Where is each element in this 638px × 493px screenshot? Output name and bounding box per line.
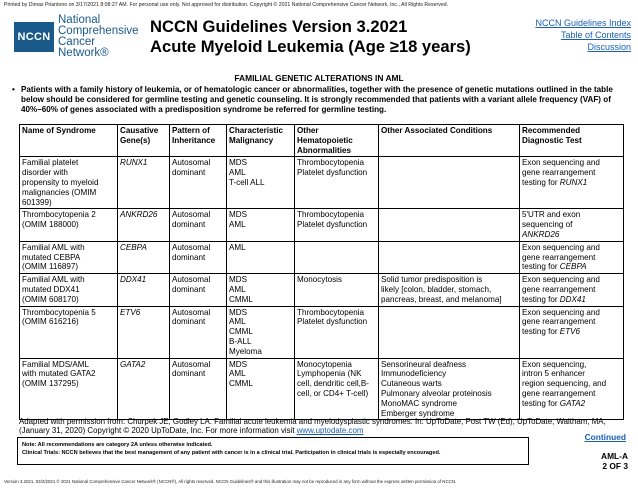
cell-test-line [522,295,621,305]
cell-test-line: region sequencing, and [522,379,607,389]
cell-test-line [522,327,621,337]
cell-test-line: testing for [522,398,560,408]
cell-test-line: Exon sequencing and [522,307,600,317]
cell-malignancy-line: MDS [229,275,247,285]
cell-conditions [379,157,520,209]
cell-conditions [379,306,520,358]
table-row [20,358,624,420]
page-number: 2 OF 3 [602,461,628,471]
page-code [601,451,628,471]
footer-copyright: Version 3.2021, 03/2/2021 © 2021 National Comprehensive Cancer Network® (NCCN®), All rights reserved. NCCN Guidelines® and this illustration may not be reproduced in any form without the express written permission of NCCN. [4,479,457,484]
cell-test-line [522,399,621,409]
cell-syndrome-name-line: mutated DDX41 [22,284,80,294]
note-category: Note: All recommendations are category 2A unless otherwise indicated. [22,442,213,448]
cell-syndrome-name-line: mutated CEBPA [22,252,81,262]
syndrome-table [19,124,624,420]
cell-test-line: 5'UTR and exon [522,210,581,220]
cell-test-line: Exon sequencing and [522,242,600,252]
cell-conditions-line: Sensorineural deafness [381,359,467,369]
cell-conditions-line: likely [colon, bladder, stomach, [381,284,492,294]
cell-malignancy-line: B-ALL [229,336,252,346]
test-gene-symbol: DDX41 [559,294,586,304]
cell-hematopoietic [295,358,379,420]
section-heading: FAMILIAL GENETIC ALTERATIONS IN AML [234,73,404,83]
cell-test-line: gene rearrangement [522,388,596,398]
cell-hematopoietic [295,274,379,306]
cell-inheritance-line: dominant [172,284,206,294]
cell-malignancy [227,157,295,209]
test-gene-symbol: GATA2 [559,398,586,408]
cell-test-line: testing for [522,177,560,187]
table-header-row [20,125,624,157]
cell-inheritance-line: Autosomal [172,275,211,285]
cell-test-line: testing for [522,294,560,304]
logo-line-4: Network® [58,47,109,59]
cell-syndrome-name [20,157,118,209]
cell-test-line: intron 5 enhancer [522,369,585,379]
logo-mark: NCCN [14,22,54,52]
cell-malignancy-line: Myeloma [229,346,262,356]
cell-syndrome-name-line: Familial MDS/AML [22,359,90,369]
cell-test [520,157,624,209]
cell-malignancy-line: MDS [229,307,247,317]
cell-syndrome-name [20,358,118,420]
cell-gene [118,157,170,209]
cell-inheritance-line: dominant [172,252,206,262]
table-row [20,209,624,241]
cell-inheritance-line: dominant [172,317,206,327]
cell-malignancy-line: MDS [229,359,247,369]
gene-symbol: GATA2 [120,359,146,369]
cell-syndrome-name-line: (OMIM 137295) [22,379,79,389]
cell-syndrome-name-line: with mutated GATA2 [22,369,96,379]
cell-inheritance [170,358,227,420]
table-row [20,274,624,306]
cell-hematopoietic [295,241,379,273]
cell-inheritance-line: dominant [172,168,206,178]
cell-malignancy-line: AML [229,242,246,252]
cell-syndrome-name-line: disorder with [22,168,68,178]
cell-test-line [522,230,621,240]
test-gene-symbol: CEBPA [559,262,587,272]
cell-malignancy-line: MDS [229,210,247,220]
cell-hematopoietic [295,209,379,241]
cell-inheritance [170,209,227,241]
cell-inheritance-line: dominant [172,220,206,230]
cell-conditions-line: MonoMAC syndrome [381,398,458,408]
table-row [20,157,624,209]
notes-box [17,437,529,465]
cell-hematopoietic [295,306,379,358]
cell-hematopoietic-line: Platelet dysfunction [297,317,368,327]
cell-conditions-line: Immunodeficiency [381,369,447,379]
cell-test-line: Exon sequencing, [522,359,587,369]
gene-symbol: RUNX1 [120,158,148,168]
intro-text: Patients with a family history of leukemia, or of hematologic cancer or abnormalities, together with the presence of genetic mutations outlined in the table below should be considered for germline testing and genetic counseling. It is strongly recommended that patients with a variant allele frequency (VAF) of 40%–60% of genes associated with a predisposition syndrome be referred for germline testing. [21,85,613,114]
cell-syndrome-name-line: (OMIM 116897) [22,262,79,272]
col-pattern-of-inheritance: Pattern of Inheritance [170,125,227,157]
cell-malignancy-line: AML [229,369,246,379]
cell-malignancy-line: CMML [229,294,253,304]
col-other-conditions: Other Associated Conditions [379,125,520,157]
cell-test-line [522,178,621,188]
cell-hematopoietic-line: Monocytosis [297,275,342,285]
cell-malignancy [227,241,295,273]
guidelines-index-link[interactable]: NCCN Guidelines Index [535,18,631,28]
cell-malignancy-line: CMML [229,327,253,337]
cell-inheritance-line: dominant [172,369,206,379]
cell-syndrome-name-line: (OMIM 188000) [22,220,79,230]
cell-conditions [379,358,520,420]
uptodate-link[interactable]: www.uptodate.com [296,426,364,436]
cell-inheritance-line: Autosomal [172,242,211,252]
cell-conditions-line: Pulmonary alveolar proteinosis [381,388,492,398]
table-body [20,157,624,420]
cell-test-line [522,262,621,272]
cell-test-line: testing for [522,262,560,272]
cell-hematopoietic-line: Thrombocytopenia [297,307,365,317]
col-recommended-test: Recommended Diagnostic Test [520,125,624,157]
cell-syndrome-name [20,209,118,241]
cell-inheritance [170,241,227,273]
cell-test-line: Exon sequencing and [522,158,600,168]
test-gene-symbol: RUNX1 [559,177,588,187]
logo-line-1: National [58,14,101,26]
continued-link[interactable]: Continued [584,432,626,442]
cell-inheritance-line: Autosomal [172,359,211,369]
cell-test-line: gene rearrangement [522,252,596,262]
cell-syndrome-name-line: (OMIM 616216) [22,317,79,327]
cell-test [520,274,624,306]
cell-malignancy [227,306,295,358]
cell-test-line: gene rearrangement [522,317,596,327]
cell-inheritance-line: Autosomal [172,210,211,220]
cell-syndrome-name-line: propensity to myeloid [22,177,99,187]
logo-line-3: Cancer [58,36,96,48]
title-line-2: Acute Myeloid Leukemia (Age ≥18 years) [150,37,471,56]
cell-malignancy-line: AML [229,284,246,294]
page-title [150,17,471,57]
cell-malignancy-line: MDS [229,158,247,168]
cell-syndrome-name-line: 601399) [22,197,52,207]
cell-test [520,241,624,273]
cell-malignancy [227,358,295,420]
cell-conditions-line: Solid tumor predisposition is [381,275,483,285]
top-links [535,17,631,53]
page-code-id: AML-A [601,451,628,461]
cell-gene [118,306,170,358]
printed-by-notice: Printed by Dimas Priantono on 3/17/2021 8:08:27 AM. For personal use only. Not approved for distribution. Copyright © 2021 National Comprehensive Cancer Network, Inc., All Rights Reserved. [4,2,449,8]
cell-inheritance [170,306,227,358]
test-gene-symbol: ETV6 [559,327,581,337]
cell-syndrome-name-line: Familial AML with [22,242,85,252]
cell-syndrome-name-line: Thrombocytopenia 2 [22,210,96,220]
cell-hematopoietic-line: Monocytopenia [297,359,352,369]
title-line-1: NCCN Guidelines Version 3.2021 [150,17,408,36]
logo-wordmark [58,15,139,59]
cell-hematopoietic-line: Lymphopenia (NK [297,369,362,379]
cell-conditions-line: pancreas, breast, and melanoma] [381,294,502,304]
discussion-link[interactable]: Discussion [587,42,631,52]
cell-inheritance [170,157,227,209]
col-causative-genes: Causative Gene(s) [118,125,170,157]
cell-malignancy-line: CMML [229,379,253,389]
test-gene-symbol: ANKRD26 [522,229,560,239]
cell-hematopoietic-line: Platelet dysfunction [297,220,368,230]
adapted-citation [19,417,631,436]
cell-conditions-line: Emberger syndrome [381,408,455,418]
cell-test [520,306,624,358]
cell-syndrome-name [20,306,118,358]
cell-inheritance [170,274,227,306]
cell-test-line: gene rearrangement [522,168,596,178]
cell-malignancy-line: AML [229,317,246,327]
gene-symbol: ANKRD26 [120,210,158,220]
cell-syndrome-name-line: (OMIM 608170) [22,294,79,304]
cell-gene [118,358,170,420]
cell-gene [118,274,170,306]
cell-syndrome-name-line: Familial platelet [22,158,79,168]
logo-line-2: Comprehensive [58,25,139,37]
citation-text: Adapted with permission from: Churpek JE, Godley LA. Familial acute leukemia and myelodysplastic syndromes. In: UpToDate, Post TW (Ed), UpToDate, Waltham, MA, (January 31, 2020) Copyright © 2020 UpToDate, Inc. For more information visit [19,417,606,436]
cell-hematopoietic-line: Platelet dysfunction [297,168,368,178]
col-name-of-syndrome: Name of Syndrome [20,125,118,157]
cell-test [520,209,624,241]
cell-hematopoietic-line: Thrombocytopenia [297,158,365,168]
cell-hematopoietic-line: cell, dendritic cell,B- [297,379,369,389]
gene-symbol: DDX41 [120,275,147,285]
cell-syndrome-name-line: malignancies (OMIM [22,187,97,197]
cell-inheritance-line: Autosomal [172,158,211,168]
cell-malignancy [227,274,295,306]
cell-test-line: gene rearrangement [522,284,596,294]
col-other-hematopoietic: Other Hematopoietic Abnormalities [295,125,379,157]
gene-symbol: CEBPA [120,242,147,252]
cell-malignancy-line: AML [229,168,246,178]
cell-test [520,358,624,420]
cell-hematopoietic-line: Thrombocytopenia [297,210,365,220]
intro-paragraph [12,85,632,115]
cell-hematopoietic [295,157,379,209]
cell-syndrome-name-line: Familial AML with [22,275,85,285]
col-characteristic-malignancy: Characteristic Malignancy [227,125,295,157]
note-clinical-trials: Clinical Trials: NCCN believes that the best management of any patient with cancer is in a clinical trial. Participation in clinical trials is especially encouraged. [22,450,441,456]
cell-inheritance-line: Autosomal [172,307,211,317]
cell-hematopoietic-line: cell, or CD4+ T-cell) [297,388,369,398]
cell-test-line: sequencing of [522,220,573,230]
cell-conditions [379,274,520,306]
cell-test-line: Exon sequencing and [522,275,600,285]
cell-test-line: testing for [522,327,560,337]
cell-conditions [379,209,520,241]
nccn-logo [14,15,144,61]
cell-malignancy-line: T-cell ALL [229,177,265,187]
table-of-contents-link[interactable]: Table of Contents [560,30,631,40]
cell-malignancy [227,209,295,241]
cell-syndrome-name [20,274,118,306]
cell-conditions [379,241,520,273]
cell-conditions-line: Cutaneous warts [381,379,442,389]
cell-gene [118,209,170,241]
gene-symbol: ETV6 [120,307,141,317]
cell-gene [118,241,170,273]
bullet-icon: • [12,85,15,94]
cell-malignancy-line: AML [229,220,246,230]
cell-syndrome-name-line: Thrombocytopenia 5 [22,307,96,317]
table-row [20,241,624,273]
table-row [20,306,624,358]
cell-syndrome-name [20,241,118,273]
